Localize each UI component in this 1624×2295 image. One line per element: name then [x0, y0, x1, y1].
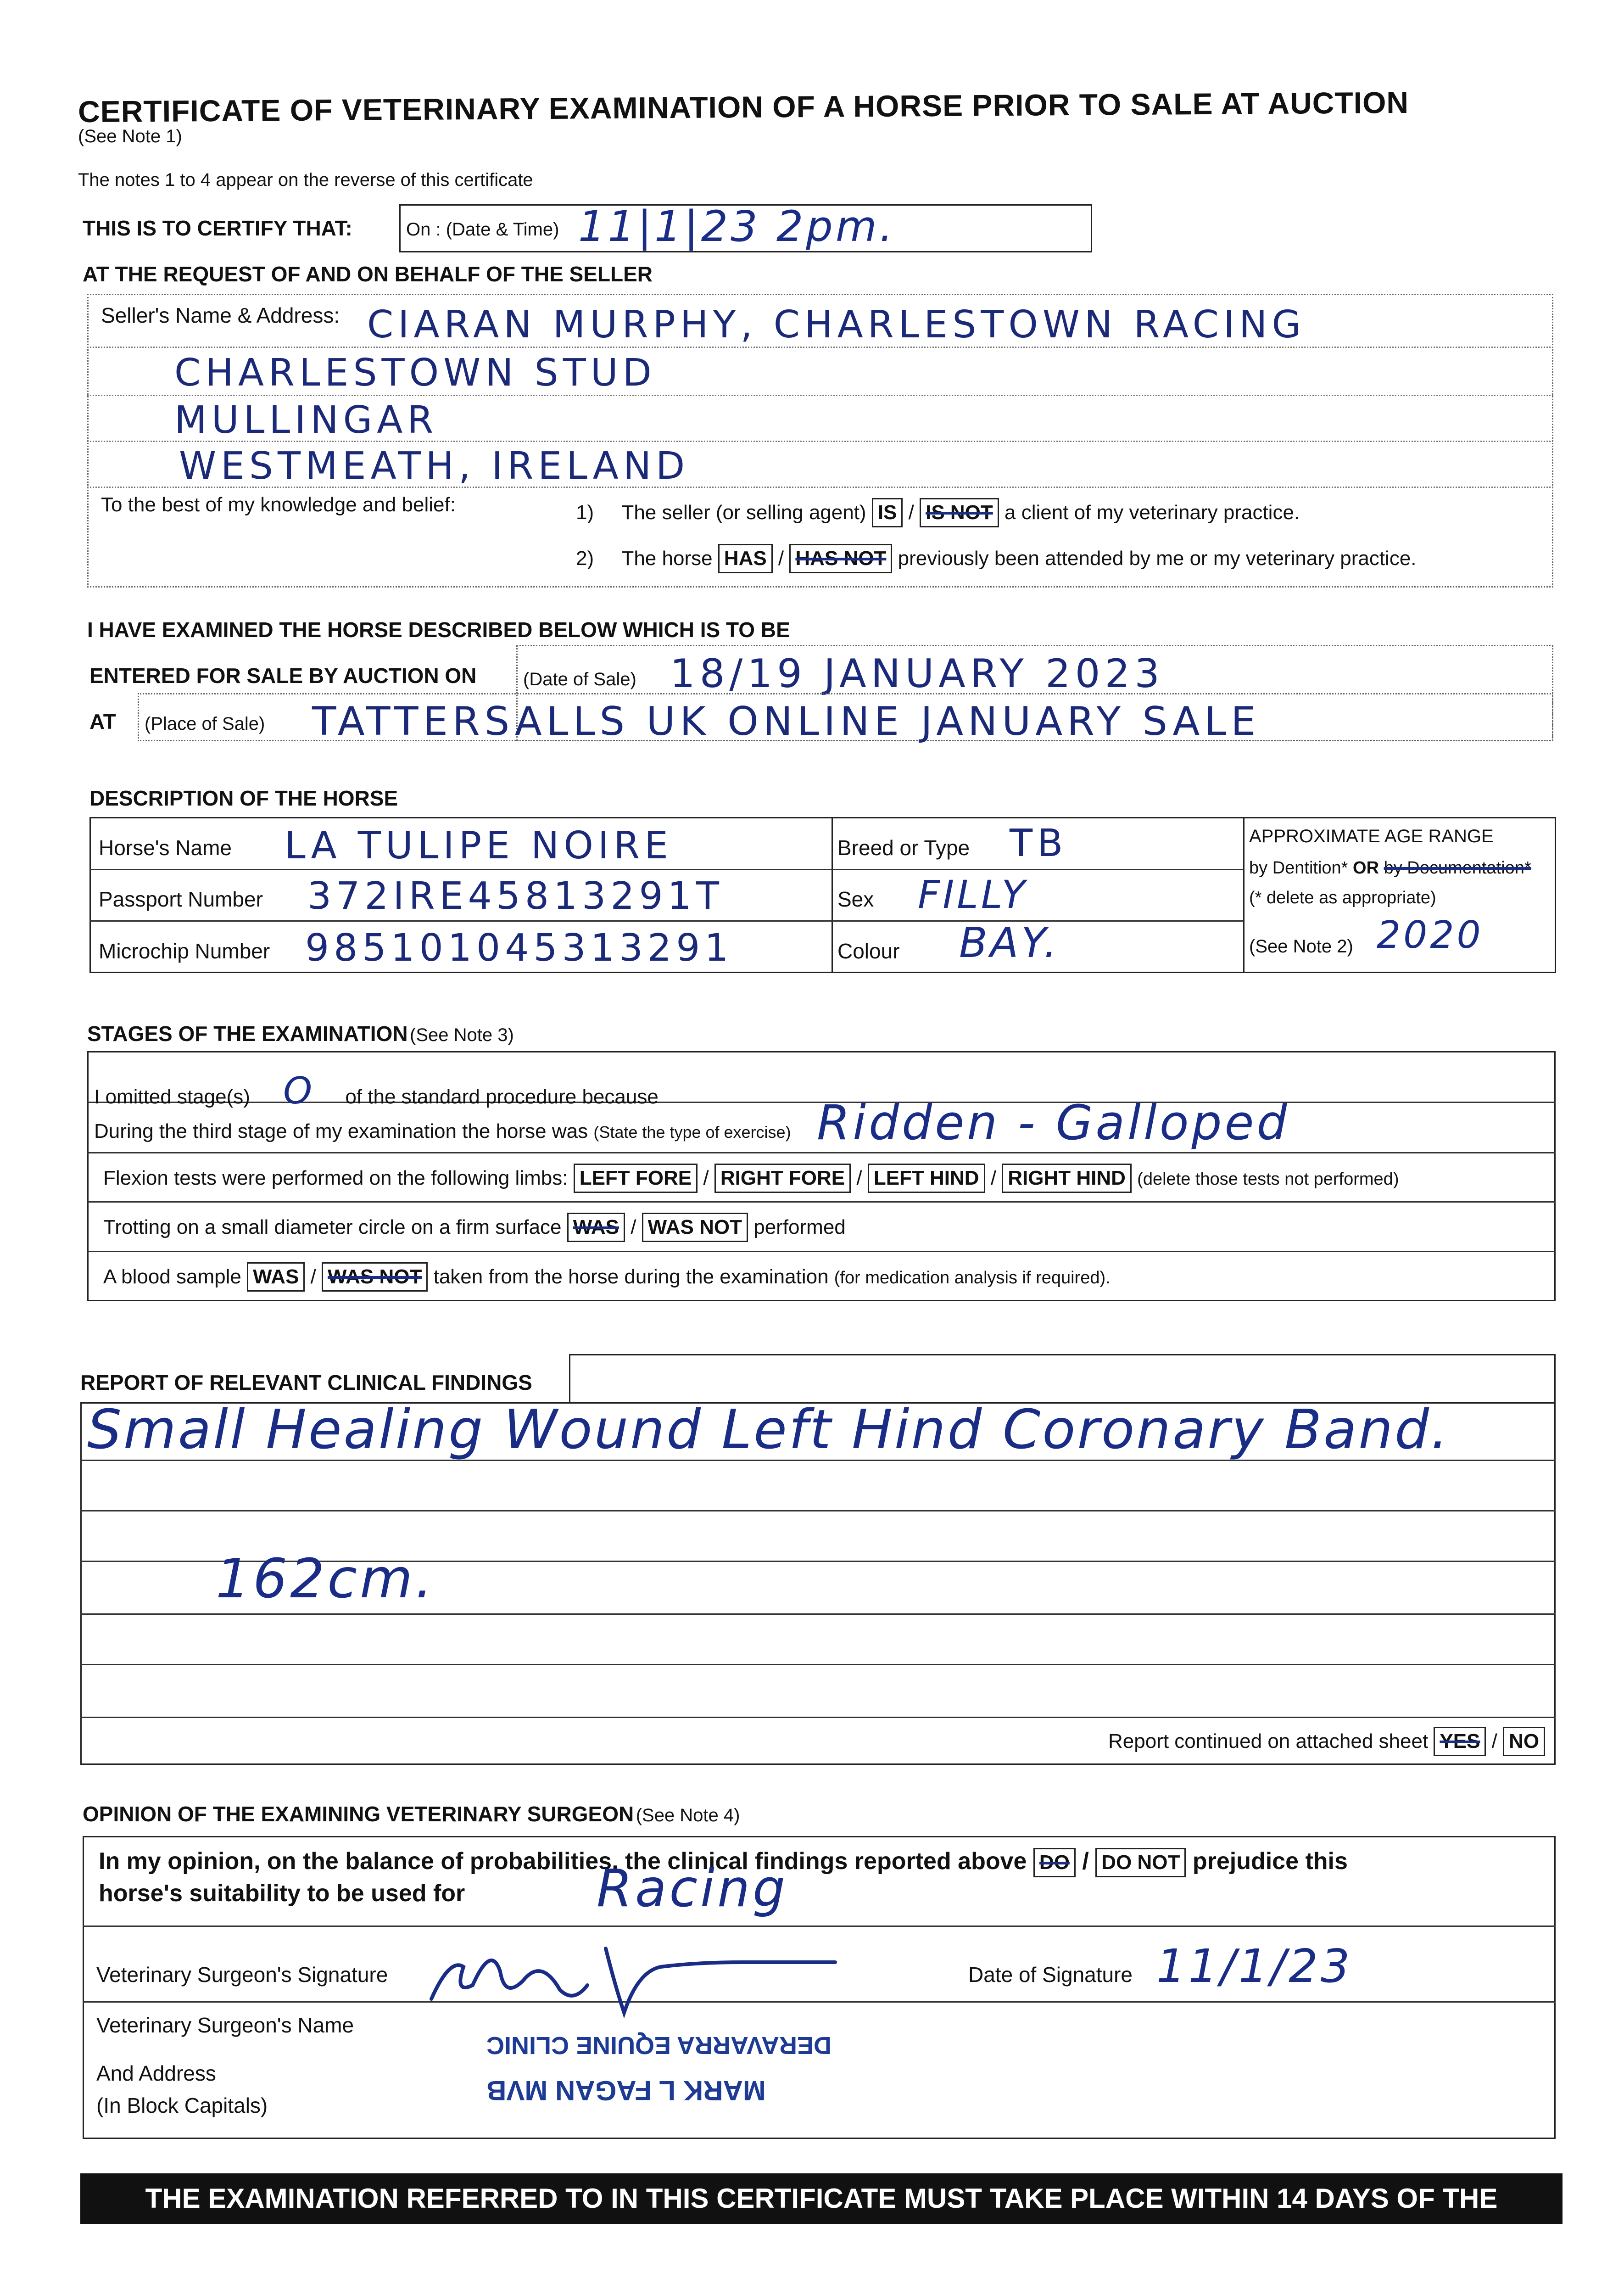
entered-label: ENTERED FOR SALE BY AUCTION ON — [89, 664, 477, 688]
horse-name-value: LA TULIPE NOIRE — [285, 824, 673, 868]
omitted-value: O — [283, 1069, 313, 1112]
date-of-sale-value: 18/19 JANUARY 2023 — [670, 651, 1164, 697]
certify-label: THIS IS TO CERTIFY THAT: — [83, 216, 352, 240]
report-line-1: Small Healing Wound Left Hind Coronary Band. — [87, 1398, 1450, 1461]
third-stage-value: Ridden - Galloped — [817, 1095, 1290, 1151]
microchip-label: Microchip Number — [99, 939, 270, 963]
age-see-note: (See Note 2) — [1249, 936, 1353, 957]
on-date-label: On : (Date & Time) — [406, 219, 559, 240]
colour-label: Colour — [837, 939, 900, 963]
flexion-left-hind[interactable]: LEFT HIND — [868, 1164, 985, 1193]
blood-was-option[interactable]: WAS — [247, 1262, 305, 1292]
sex-value: FILLY — [918, 872, 1028, 917]
examined-heading: I HAVE EXAMINED THE HORSE DESCRIBED BELOW WHICH IS TO BE — [87, 618, 790, 642]
opinion-do-option[interactable]: DO — [1033, 1848, 1076, 1877]
footer-banner: THE EXAMINATION REFERRED TO IN THIS CERTIFICATE MUST TAKE PLACE WITHIN 14 DAYS OF THE AUCTION — [80, 2173, 1563, 2224]
see-note-1: (See Note 1) — [78, 126, 182, 146]
trot-was-option[interactable]: WAS — [567, 1213, 625, 1242]
age-value: 2020 — [1377, 913, 1484, 957]
seller-item-1: 1) The seller (or selling agent) IS / IS NOT a client of my veterinary practice. — [576, 498, 1300, 527]
date-of-signature-label: Date of Signature — [968, 1963, 1133, 1987]
flexion-left-fore[interactable]: LEFT FORE — [574, 1164, 698, 1193]
seller-is-not-option[interactable]: IS NOT — [920, 498, 999, 527]
opinion-do-not-option[interactable]: DO NOT — [1095, 1848, 1186, 1877]
flexion-row: Flexion tests were performed on the following limbs: LEFT FORE / RIGHT FORE / LEFT HIND / RIGHT HIND (delete those tests not performed) — [103, 1164, 1399, 1193]
continued-no-option[interactable]: NO — [1503, 1727, 1545, 1756]
stamp-name: MARK L FAGAN MVB — [486, 2075, 766, 2106]
knowledge-label: To the best of my knowledge and belief: — [101, 493, 456, 516]
blood-row: A blood sample WAS / WAS NOT taken from the horse during the examination (for medication analysis if required). — [103, 1262, 1111, 1292]
flexion-right-hind[interactable]: RIGHT HIND — [1002, 1164, 1132, 1193]
seller-line-2: CHARLESTOWN STUD — [174, 351, 656, 395]
horse-has-option[interactable]: HAS — [718, 544, 773, 573]
age-delete-note: (* delete as appropriate) — [1249, 888, 1436, 907]
seller-line-3: MULLINGAR — [174, 398, 438, 442]
trot-was-not-option[interactable]: WAS NOT — [642, 1213, 748, 1242]
seller-label: Seller's Name & Address: — [101, 303, 340, 327]
opinion-heading: OPINION OF THE EXAMINING VETERINARY SURGEON (See Note 4) — [83, 1802, 740, 1826]
place-of-sale-value: TATTERSALLS UK ONLINE JANUARY SALE — [312, 699, 1261, 744]
seller-item-2: 2) The horse HAS / HAS NOT previously been attended by me or my veterinary practice. — [576, 544, 1417, 573]
breed-label: Breed or Type — [837, 836, 970, 860]
seller-is-option[interactable]: IS — [872, 498, 903, 527]
opinion-text: In my opinion, on the balance of probabilities, the clinical findings reported above DO / DO NOT prejudice this — [99, 1847, 1348, 1877]
date-of-signature-value: 11/1/23 — [1156, 1939, 1353, 1993]
breed-value: TB — [1010, 822, 1068, 865]
horse-has-not-option[interactable]: HAS NOT — [789, 544, 892, 573]
date-of-sale-label: (Date of Sale) — [523, 669, 636, 689]
request-line: AT THE REQUEST OF AND ON BEHALF OF THE SELLER — [83, 262, 653, 286]
trotting-row: Trotting on a small diameter circle on a firm surface WAS / WAS NOT performed — [103, 1213, 846, 1242]
colour-value: BAY. — [959, 919, 1060, 967]
exam-date-value: 11|1|23 2pm. — [578, 202, 896, 251]
stages-heading: STAGES OF THE EXAMINATION (See Note 3) — [87, 1022, 514, 1046]
report-continued-row: Report continued on attached sheet YES / NO — [1108, 1727, 1545, 1756]
continued-yes-option[interactable]: YES — [1434, 1727, 1486, 1756]
sex-label: Sex — [837, 887, 874, 911]
omitted-row: I omitted stage(s) O of the standard procedure because — [94, 1069, 659, 1112]
report-line-2: 162cm. — [216, 1547, 435, 1610]
block-capitals-label: (In Block Capitals) — [96, 2093, 268, 2117]
at-label: AT — [89, 710, 116, 733]
certificate-title: CERTIFICATE OF VETERINARY EXAMINATION OF A HORSE PRIOR TO SALE AT AUCTION — [78, 85, 1409, 129]
age-method: by Dentition* OR by Documentation* — [1249, 858, 1531, 878]
signature-mark — [422, 1930, 854, 2022]
signature-label: Veterinary Surgeon's Signature — [96, 1963, 388, 1987]
opinion-line-2: horse's suitability to be used for — [99, 1880, 465, 1907]
vet-address-label: And Address — [96, 2061, 216, 2085]
notes-line: The notes 1 to 4 appear on the reverse of this certificate — [78, 170, 533, 190]
microchip-value: 985101045313291 — [305, 926, 733, 970]
description-heading: DESCRIPTION OF THE HORSE — [89, 786, 398, 810]
use-value: Racing — [597, 1859, 788, 1919]
passport-label: Passport Number — [99, 887, 263, 911]
third-stage-row: During the third stage of my examination the horse was (State the type of exercise) — [94, 1120, 791, 1142]
report-heading: REPORT OF RELEVANT CLINICAL FINDINGS — [80, 1371, 532, 1394]
seller-line-1: CIARAN MURPHY, CHARLESTOWN RACING — [367, 303, 1306, 347]
stamp-clinic: DERAVARRA EQUINE CLINIC — [486, 2032, 832, 2059]
vet-name-label: Veterinary Surgeon's Name — [96, 2013, 354, 2037]
place-of-sale-label: (Place of Sale) — [145, 714, 265, 734]
horse-name-label: Horse's Name — [99, 836, 232, 860]
seller-line-4: WESTMEATH, IRELAND — [179, 444, 690, 488]
blood-was-not-option[interactable]: WAS NOT — [322, 1262, 428, 1292]
age-heading: APPROXIMATE AGE RANGE — [1249, 826, 1494, 846]
flexion-right-fore[interactable]: RIGHT FORE — [714, 1164, 851, 1193]
passport-value: 372IRE45813291T — [307, 874, 724, 918]
